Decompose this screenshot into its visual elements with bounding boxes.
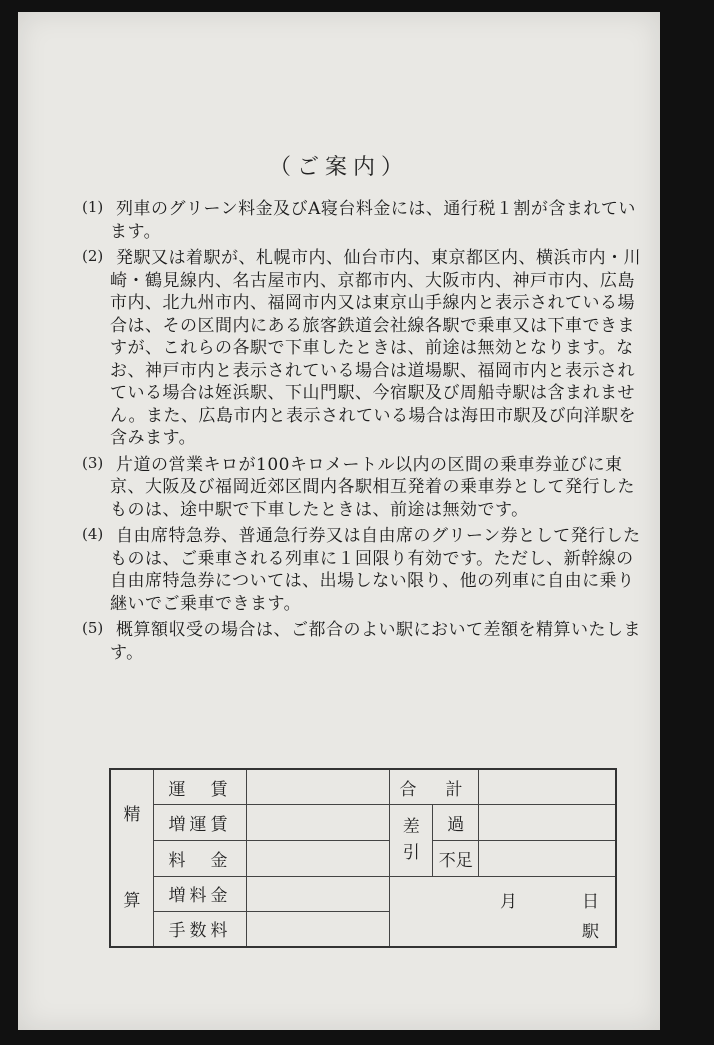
note-text: 自由席特急券、普通急行券又は自由席のグリーン券として発行したものは、ご乗車される列車に１回限り有効です。ただし、新幹線の自由席特急券については、出場しない限り、他の列車に自由に乗り継いでご乗車できます。 bbox=[110, 526, 641, 614]
total-field bbox=[479, 769, 617, 805]
fee-label: 手数料 bbox=[154, 911, 247, 947]
charge-label: 料 金 bbox=[154, 840, 247, 876]
note-number: (1) bbox=[82, 198, 104, 216]
short-label: 不足 bbox=[433, 840, 479, 876]
short-field bbox=[479, 840, 617, 876]
note-number: (4) bbox=[82, 525, 104, 543]
note-item bbox=[82, 454, 642, 522]
extra-fare-field bbox=[247, 805, 390, 841]
extra-charge-field bbox=[247, 876, 390, 911]
settlement-table bbox=[109, 768, 617, 948]
fare-field bbox=[247, 769, 390, 805]
note-text: 列車のグリーン料金及びA寝台料金には、通行税１割が含まれています。 bbox=[110, 199, 636, 242]
note-number: (5) bbox=[82, 619, 104, 637]
page-title: （ご案内） bbox=[268, 155, 409, 180]
fee-field bbox=[247, 911, 390, 947]
note-number: (2) bbox=[82, 247, 104, 265]
note-item bbox=[82, 247, 642, 450]
extra-charge-label: 増料金 bbox=[154, 876, 247, 911]
day-label: 日 bbox=[582, 891, 599, 912]
note-text: 片道の営業キロが100キロメートル以内の区間の乗車券並びに東京、大阪及び福岡近郊区間内各駅相互発着の乗車券として発行したものは、途中駅で下車したときは、前途は無効です。 bbox=[110, 454, 635, 520]
note-number: (3) bbox=[82, 453, 104, 472]
charge-field bbox=[247, 840, 390, 876]
note-item bbox=[82, 525, 642, 615]
over-label: 過 bbox=[433, 805, 479, 841]
notes-list bbox=[82, 198, 642, 668]
note-item bbox=[82, 619, 642, 664]
seisan-label: 精 算 bbox=[110, 769, 154, 947]
station-label: 駅 bbox=[582, 921, 599, 942]
note-text: 発駅又は着駅が、札幌市内、仙台市内、東京都区内、横浜市内・川崎・鶴見線内、名古屋市内、京都市内、大阪市内、神戸市内、広島市内、北九州市内、福岡市内又は東京山手線内と表示されている場合は、その区間内にある旅客鉄道会社線各駅で乗車又は下車できますが、これらの各駅で下車したときは、前途は無効となります。なお、神戸市内と表示されている場合は道場駅、福岡市内と表示されている場合は姪浜駅、下山門駅、今宿駅及び周船寺駅は含まれません。また、広島市内と表示されている場合は海田市駅及び向洋駅を含みます。 bbox=[110, 248, 641, 448]
fare-label: 運 賃 bbox=[154, 769, 247, 805]
over-field bbox=[479, 805, 617, 841]
total-label: 合 計 bbox=[390, 769, 479, 805]
note-text: 概算額収受の場合は、ご都合のよい駅において差額を精算いたします。 bbox=[110, 620, 641, 663]
note-item bbox=[82, 198, 642, 243]
month-label: 月 bbox=[500, 891, 517, 912]
ticket-back-paper bbox=[18, 12, 660, 1030]
extra-fare-label: 増運賃 bbox=[154, 805, 247, 841]
difference-label: 差 引 bbox=[390, 805, 433, 876]
date-station-box bbox=[390, 876, 617, 947]
